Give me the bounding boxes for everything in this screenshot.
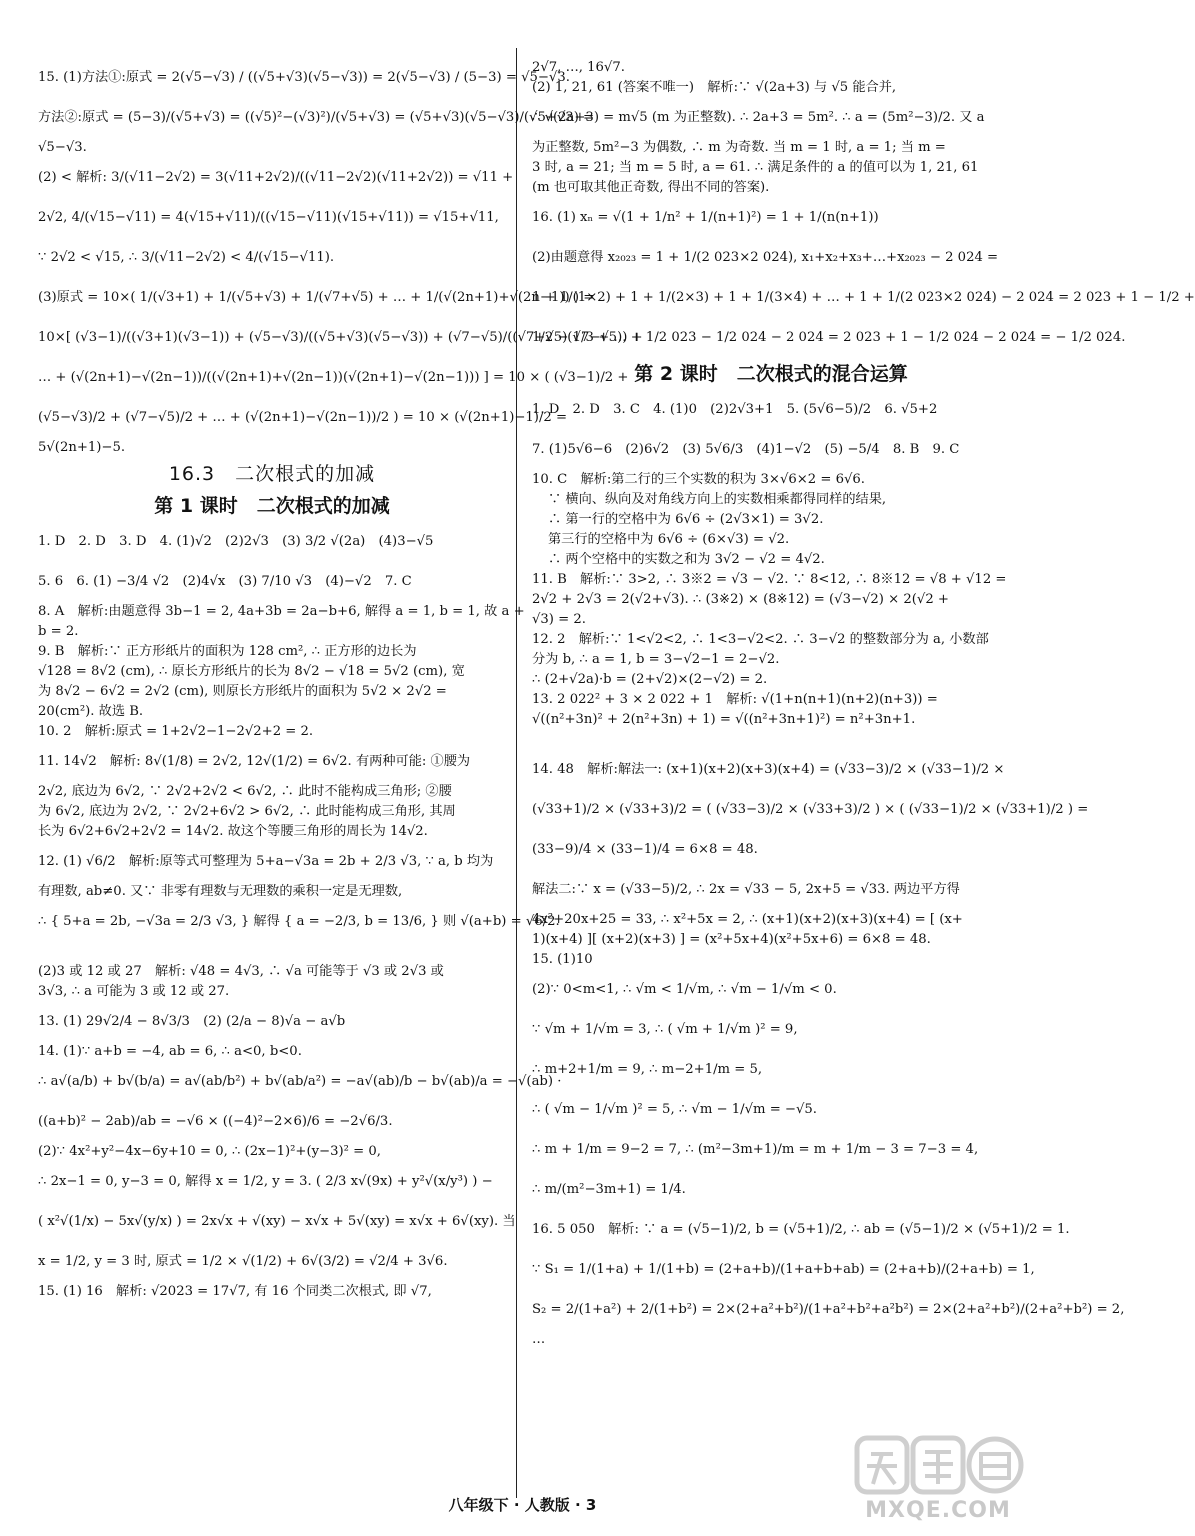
answer-line: ∵ 2√2 < √15, ∴ 3/(√11−2√2) < 4/(√15−√11).: [38, 250, 335, 265]
answer-line: √128 = 8√2 (cm), ∴ 原长方形纸片的长为 8√2 − √18 = 5√2 (cm), 宽: [38, 664, 465, 679]
answer-line: ((a+b)² − 2ab)/ab = −√6 × ((−4)²−2×6)/6 = −2√6/3.: [38, 1114, 393, 1129]
answer-line: 为 8√2 − 6√2 = 2√2 (cm), 则原长方形纸片的面积为 5√2 × 2√2 =: [38, 684, 447, 699]
answer-line: 第三行的空格中为 6√6 ÷ (6×√3) = √2.: [548, 532, 790, 547]
answer-line: 1/2 − 1/3 + … + 1/2 023 − 1/2 024 − 2 024 = 2 023 + 1 − 1/2 024 − 2 024 = − 1/2 024.: [532, 330, 1126, 345]
section-title: 第 2 课时 二次根式的混合运算: [634, 363, 908, 385]
answer-line: 2√2, 底边为 6√2, ∵ 2√2+2√2 < 6√2, ∴ 此时不能构成三角形; ②腰: [38, 784, 452, 799]
right-column: [532, 58, 1195, 1350]
answer-line: (33−9)/4 × (33−1)/4 = 6×8 = 48.: [532, 842, 758, 857]
answer-line: 为 6√2, 底边为 2√2, ∵ 2√2+6√2 > 6√2, ∴ 此时能构成三角形, 其周: [38, 804, 456, 819]
answer-line: … + (√(2n+1)−√(2n−1))/((√(2n+1)+√(2n−1))(√(2n+1)−√(2n−1))) ] = 10 × ( (√3−1)/2 +: [38, 370, 629, 385]
answer-line: 5√(2n+1)−5.: [38, 440, 126, 455]
answer-line: 2√7, …, 16√7.: [532, 60, 625, 75]
answer-line: √5−√3.: [38, 140, 87, 155]
answer-line: ∴ m/(m²−3m+1) = 1/4.: [532, 1182, 686, 1197]
watermark-logo: [853, 1432, 1023, 1498]
answer-line: ∴ 两个空格中的实数之和为 3√2 − √2 = 4√2.: [548, 552, 825, 567]
watermark: [853, 1432, 1023, 1524]
answer-line: 2√2 + 2√3 = 2(√2+√3). ∴ (3※2) × (8※12) = (√3−√2) × 2(√2 +: [532, 592, 949, 607]
answer-line: b = 2.: [38, 624, 79, 639]
answer-line: ∴ m + 1/m = 9−2 = 7, ∴ (m²−3m+1)/m = m + 1/m − 3 = 7−3 = 4,: [532, 1142, 979, 1157]
answer-line: 5. 6 6. (1) −3/4 √2 (2)4√x (3) 7/10 √3 (4)−√2 7. C: [38, 574, 412, 589]
answer-line: ∴ 2x−1 = 0, y−3 = 0, 解得 x = 1/2, y = 3. ( 2/3 x√(9x) + y²√(x/y³) ) −: [38, 1174, 493, 1189]
answer-line: ∴ (2+√2a)·b = (2+√2)×(2−√2) = 2.: [532, 672, 768, 687]
answer-line: 4x²+20x+25 = 33, ∴ x²+5x = 2, ∴ (x+1)(x+2)(x+3)(x+4) = [ (x+: [532, 912, 963, 927]
answer-line: 15. (1) 16 解析: √2023 = 17√7, 有 16 个同类二次根式, 即 √7,: [38, 1284, 432, 1299]
answer-line: 12. (1) √6/2 解析:原等式可整理为 5+a−√3a = 2b + 2/3 √3, ∵ a, b 均为: [38, 854, 494, 869]
answer-line: (√33+1)/2 × (√33+3)/2 = ( (√33−3)/2 × (√33+3)/2 ) × ( (√33−1)/2 × (√33+1)/2 ) =: [532, 802, 1089, 817]
answer-line: 有理数, ab≠0. 又∵ 非零有理数与无理数的乘积一定是无理数,: [38, 884, 403, 899]
watermark-url: MXQE.COM: [865, 1498, 1011, 1523]
section-heading: 16.3 二次根式的加减: [168, 463, 376, 485]
answer-line: x = 1/2, y = 3 时, 原式 = 1/2 × √(1/2) + 6√(3/2) = √2/4 + 3√6.: [38, 1254, 448, 1269]
page-footer: 八年级下 · 人教版 · 3: [448, 1496, 597, 1514]
answer-line: 3√3, ∴ a 可能为 3 或 12 或 27.: [38, 984, 230, 999]
answer-line: 7. (1)5√6−6 (2)6√2 (3) 5√6/3 (4)1−√2 (5) −5/4 8. B 9. C: [532, 442, 960, 457]
answer-line: ∴ 第一行的空格中为 6√6 ÷ (2√3×1) = 3√2.: [548, 512, 824, 527]
answer-line: √((n²+3n)² + 2(n²+3n) + 1) = √((n²+3n+1)²) = n²+3n+1.: [532, 712, 916, 727]
answer-line: …: [532, 1332, 546, 1347]
answer-line: √3) = 2.: [532, 612, 586, 627]
column-divider: [516, 48, 517, 1498]
answer-line: 分为 b, ∴ a = 1, b = 3−√2−1 = 2−√2.: [532, 652, 780, 667]
answer-line: 11. B 解析:∵ 3>2, ∴ 3※2 = √3 − √2. ∵ 8<12, ∴ 8※12 = √8 + √12 =: [532, 572, 1007, 587]
answer-line: 10. C 解析:第二行的三个实数的积为 3×√6×2 = 6√6.: [532, 472, 865, 487]
answer-line: 1)(x+4) ][ (x+2)(x+3) ] = (x²+5x+4)(x²+5x+6) = 6×8 = 48.: [532, 932, 931, 947]
answer-line: ∴ { 5+a = 2b, −√3a = 2/3 √3, } 解得 { a = −2/3, b = 13/6, } 则 √(a+b) = √6/2.: [38, 914, 560, 929]
answer-line: 13. (1) 29√2/4 − 8√3/3 (2) (2/a − 8)√a − a√b: [38, 1014, 346, 1029]
answer-line: 16. (1) xₙ = √(1 + 1/n² + 1/(n+1)²) = 1 + 1/(n(n+1)): [532, 210, 879, 225]
answer-line: 解法二:∵ x = (√33−5)/2, ∴ 2x = √33 − 5, 2x+5 = √33. 两边平方得: [532, 882, 960, 897]
answer-line: 为正整数, 5m²−3 为偶数, ∴ m 为奇数. 当 m = 1 时, a = 1; 当 m =: [532, 140, 946, 155]
answer-line: 15. (1)方法①:原式 = 2(√5−√3) / ((√5+√3)(√5−√3)) = 2(√5−√3) / (5−3) = √5−√3.: [38, 70, 570, 85]
answer-line: 16. 5 050 解析: ∵ a = (√5−1)/2, b = (√5+1)/2, ∴ ab = (√5−1)/2 × (√5+1)/2 = 1.: [532, 1222, 1070, 1237]
answer-line: 2√2, 4/(√15−√11) = 4(√15+√11)/((√15−√11)(√15+√11)) = √15+√11,: [38, 210, 499, 225]
answer-line: ∴ m+2+1/m = 9, ∴ m−2+1/m = 5,: [532, 1062, 763, 1077]
answer-line: 10×[ (√3−1)/((√3+1)(√3−1)) + (√5−√3)/((√5+√3)(√5−√3)) + (√7−√5)/((√7+√5)(√7−√5)) +: [38, 330, 643, 345]
answer-line: 20(cm²). 故选 B.: [38, 704, 144, 719]
answer-line: ( x²√(1/x) − 5x√(y/x) ) = 2x√x + √(xy) − x√x + 5√(xy) = x√x + 6√(xy). 当: [38, 1214, 516, 1229]
answer-line: 14. (1)∵ a+b = −4, ab = 6, ∴ a<0, b<0.: [38, 1044, 302, 1059]
answer-line: ∵ √m + 1/√m = 3, ∴ ( √m + 1/√m )² = 9,: [532, 1022, 798, 1037]
answer-line: 长为 6√2+6√2+2√2 = 14√2. 故这个等腰三角形的周长为 14√2.: [38, 824, 428, 839]
answer-line: 10. 2 解析:原式 = 1+2√2−1−2√2+2 = 2.: [38, 724, 314, 739]
answer-line: 14. 48 解析:解法一: (x+1)(x+2)(x+3)(x+4) = (√33−3)/2 × (√33−1)/2 ×: [532, 762, 1005, 777]
answer-line: 3 时, a = 21; 当 m = 5 时, a = 61. ∴ 满足条件的 a 的值可以为 1, 21, 61: [532, 160, 979, 175]
answer-line: 13. 2 022² + 3 × 2 022 + 1 解析: √(1+n(n+1)(n+2)(n+3)) =: [532, 692, 938, 707]
answer-line: ∴ √(2a+3) = m√5 (m 为正整数). ∴ 2a+3 = 5m². ∴ a = (5m²−3)/2. 又 a: [532, 110, 985, 125]
answer-line: 8. A 解析:由题意得 3b−1 = 2, 4a+3b = 2a−b+6, 解得 a = 1, b = 1, 故 a +: [38, 604, 525, 619]
answer-line: 1. D 2. D 3. C 4. (1)0 (2)2√3+1 5. (5√6−5)/2 6. √5+2: [532, 402, 938, 417]
answer-line: 1 + 1/(1×2) + 1 + 1/(2×3) + 1 + 1/(3×4) + … + 1 + 1/(2 023×2 024) − 2 024 = 2 023 + 1 − 1/2 +: [532, 290, 1195, 305]
answer-line: ∵ S₁ = 1/(1+a) + 1/(1+b) = (2+a+b)/(1+a+b+ab) = (2+a+b)/(2+a+b) = 1,: [532, 1262, 1035, 1277]
answer-line: 11. 14√2 解析: 8√(1/8) = 2√2, 12√(1/2) = 6√2. 有两种可能: ①腰为: [38, 754, 471, 769]
answer-line: (m 也可取其他正奇数, 得出不同的答案).: [532, 180, 770, 195]
answer-line: (2)由题意得 x₂₀₂₃ = 1 + 1/(2 023×2 024), x₁+x₂+x₃+…+x₂₀₂₃ − 2 024 =: [532, 250, 999, 265]
answer-line: 15. (1)10: [532, 952, 593, 967]
answer-line: S₂ = 2/(1+a²) + 2/(1+b²) = 2×(2+a²+b²)/(1+a²+b²+a²b²) = 2×(2+a²+b²)/(2+a²+b²) = 2,: [532, 1302, 1125, 1317]
answer-line: (2)3 或 12 或 27 解析: √48 = 4√3, ∴ √a 可能等于 √3 或 2√3 或: [38, 964, 444, 979]
answer-line: (2)∵ 4x²+y²−4x−6y+10 = 0, ∴ (2x−1)²+(y−3)² = 0,: [38, 1144, 381, 1159]
answer-line: [532, 730, 1010, 750]
answer-line: 方法②:原式 = (5−3)/(√5+√3) = ((√5)²−(√3)²)/(√5+√3) = (√5+√3)(√5−√3)/(√5+√3) =: [38, 110, 595, 125]
answer-line: (2)∵ 0<m<1, ∴ √m < 1/√m, ∴ √m − 1/√m < 0.: [532, 982, 837, 997]
answer-line: 12. 2 解析:∵ 1<√2<2, ∴ 1<3−√2<2. ∴ 3−√2 的整数部分为 a, 小数部: [532, 632, 989, 647]
answer-line: (2) < 解析: 3/(√11−2√2) = 3(√11+2√2)/((√11−2√2)(√11+2√2)) = √11 +: [38, 170, 514, 185]
answer-line: ∵ 横向、纵向及对角线方向上的实数相乘都得同样的结果,: [548, 492, 887, 507]
answer-line: ∴ a√(a/b) + b√(b/a) = a√(ab/b²) + b√(ab/a²) = −a√(ab)/b − b√(ab)/a = −√(ab) ·: [38, 1074, 562, 1089]
answer-line: ∴ ( √m − 1/√m )² = 5, ∴ √m − 1/√m = −√5.: [532, 1102, 817, 1117]
answer-line: (√5−√3)/2 + (√7−√5)/2 + … + (√(2n+1)−√(2n−1))/2 ) = 10 × (√(2n+1)−1)/2 =: [38, 410, 568, 425]
answer-line: (2) 1, 21, 61 (答案不唯一) 解析:∵ √(2a+3) 与 √5 能合并,: [532, 80, 897, 95]
answer-line: [38, 942, 506, 962]
section-title: 第 1 课时 二次根式的加减: [154, 495, 390, 517]
answer-line: 9. B 解析:∵ 正方形纸片的面积为 128 cm², ∴ 正方形的边长为: [38, 644, 417, 659]
answer-line: (3)原式 = 10×( 1/(√3+1) + 1/(√5+√3) + 1/(√7+√5) + … + 1/(√(2n+1)+√(2n−1)) ) =: [38, 290, 595, 305]
answer-line: 1. D 2. D 3. D 4. (1)√2 (2)2√3 (3) 3/2 √(2a) (4)3−√5: [38, 534, 434, 549]
